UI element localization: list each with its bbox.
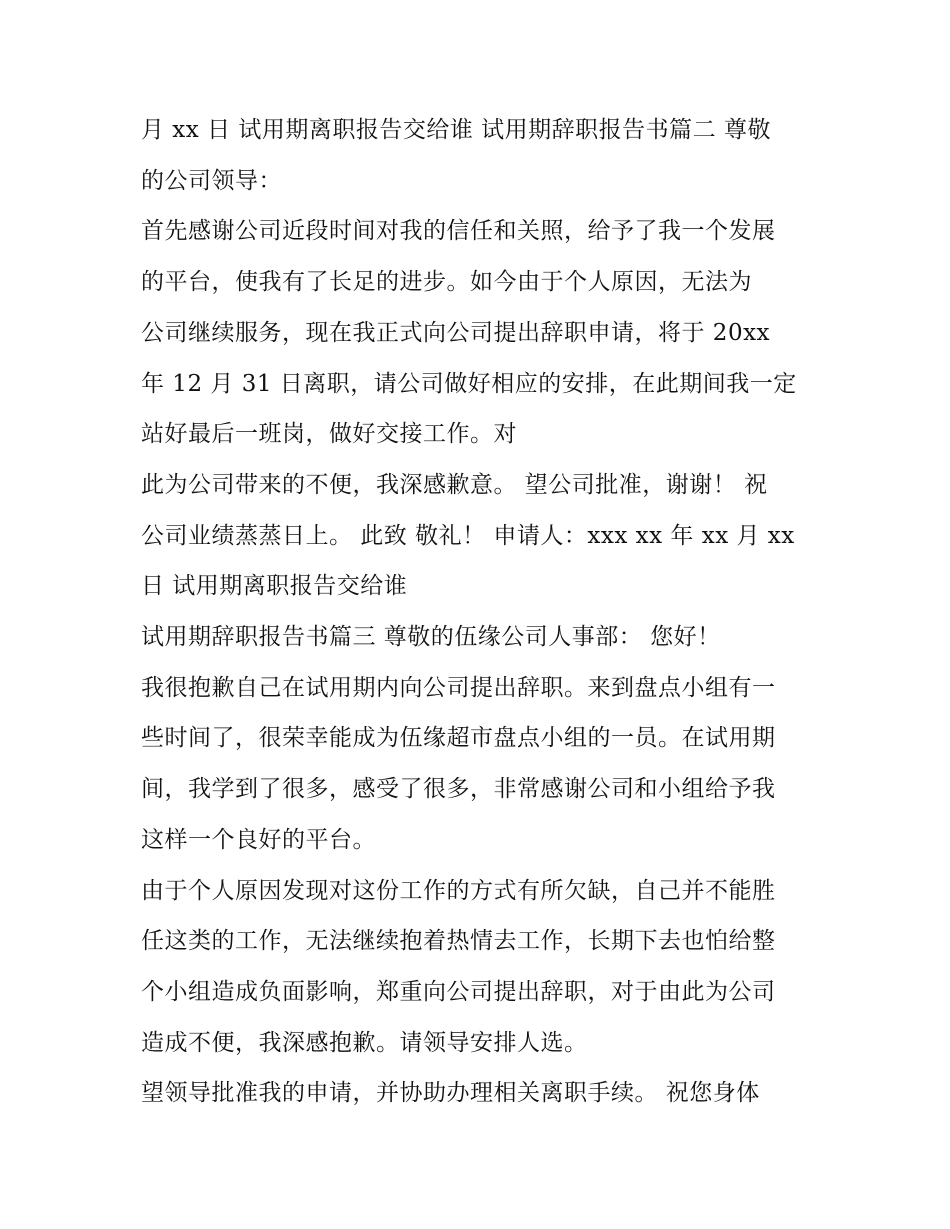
text-line: 试用期辞职报告书篇三 尊敬的伍缘公司人事部： 您好！ (141, 624, 721, 650)
text-line: 些时间了，很荣幸能成为伍缘超市盘点小组的一员。在试用期 (141, 725, 776, 751)
text-line: 造成不便，我深感抱歉。请领导安排人选。 (141, 1030, 588, 1056)
text-line: 望领导批准我的申请，并协助办理相关离职手续。 祝您身体 (141, 1080, 760, 1106)
text-line: 年 12 月 31 日离职，请公司做好相应的安排，在此期间我一定 (141, 371, 797, 397)
text-line: 站好最后一班岗，做好交接工作。对 (141, 421, 517, 447)
text-line: 日 试用期离职报告交给谁 (141, 573, 408, 599)
text-line: 间，我学到了很多，感受了很多，非常感谢公司和小组给予我 (141, 776, 776, 802)
text-line: 首先感谢公司近段时间对我的信任和关照，给予了我一个发展 (141, 218, 776, 244)
text-line: 公司继续服务，现在我正式向公司提出辞职申请，将于 20xx (141, 320, 771, 346)
text-line: 月 xx 日 试用期离职报告交给谁 试用期辞职报告书篇二 尊敬 (141, 117, 771, 143)
text-line: 任这类的工作，无法继续抱着热情去工作，长期下去也怕给整 (141, 928, 776, 954)
text-line: 由于个人原因发现对这份工作的方式有所欠缺，自己并不能胜 (141, 878, 776, 904)
text-line: 的公司领导： (141, 168, 282, 194)
text-line: 的平台，使我有了长足的进步。如今由于个人原因，无法为 (141, 269, 752, 295)
text-line: 这样一个良好的平台。 (141, 827, 376, 853)
text-line: 我很抱歉自己在试用期内向公司提出辞职。来到盘点小组有一 (141, 675, 776, 701)
text-line: 公司业绩蒸蒸日上。 此致 敬礼！ 申请人：xxx xx 年 xx 月 xx (141, 523, 795, 549)
text-line: 个小组造成负面影响，郑重向公司提出辞职，对于由此为公司 (141, 979, 776, 1005)
text-line: 此为公司带来的不便，我深感歉意。 望公司批准，谢谢！ 祝 (141, 472, 768, 498)
